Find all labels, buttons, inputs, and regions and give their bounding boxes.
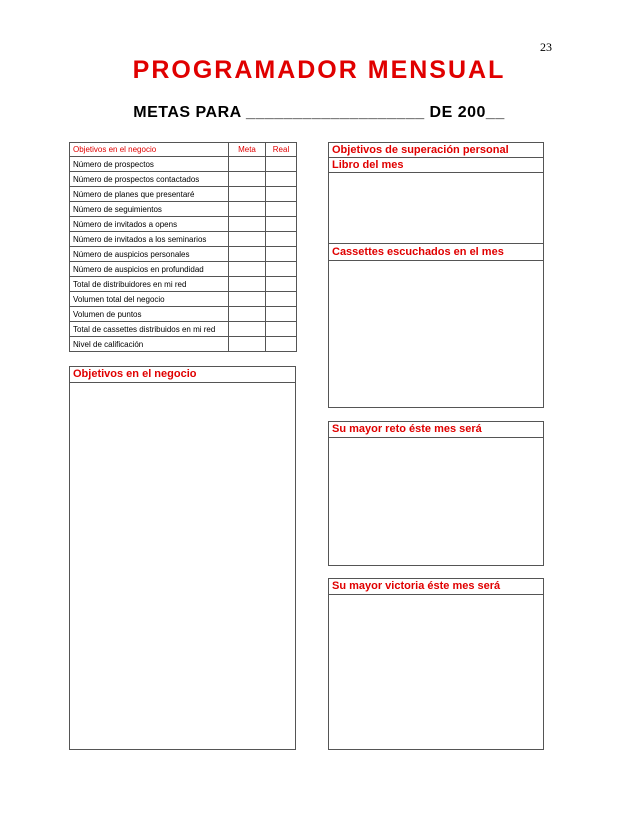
real-cell[interactable]: [266, 232, 297, 247]
meta-cell[interactable]: [229, 232, 266, 247]
meta-cell[interactable]: [229, 337, 266, 352]
objective-label: Número de prospectos contactados: [70, 172, 229, 187]
personal-goals-header: Objetivos de superación personal: [329, 143, 543, 158]
real-cell[interactable]: [266, 217, 297, 232]
book-of-month-area[interactable]: [329, 173, 543, 243]
objective-label: Número de auspicios personales: [70, 247, 229, 262]
objective-label: Número de invitados a opens: [70, 217, 229, 232]
table-row: [70, 157, 297, 172]
meta-cell[interactable]: [229, 247, 266, 262]
column-header-objective: Objetivos en el negocio: [70, 143, 229, 157]
table-row: [70, 292, 297, 307]
table-row: [70, 172, 297, 187]
objective-label: Número de prospectos: [70, 157, 229, 172]
table-row: [70, 307, 297, 322]
objective-label: Total de distribuidores en mi red: [70, 277, 229, 292]
column-header-meta: Meta: [229, 143, 266, 157]
meta-cell[interactable]: [229, 202, 266, 217]
real-cell[interactable]: [266, 187, 297, 202]
real-cell[interactable]: [266, 247, 297, 262]
business-objectives-header: Objetivos en el negocio: [70, 367, 295, 383]
table-row: [70, 337, 297, 352]
real-cell[interactable]: [266, 262, 297, 277]
objective-label: Número de invitados a los seminarios: [70, 232, 229, 247]
real-cell[interactable]: [266, 322, 297, 337]
victory-box: [328, 578, 544, 750]
business-goals-table: [69, 142, 297, 352]
objective-label: Número de auspicios en profundidad: [70, 262, 229, 277]
cassettes-label: Cassettes escuchados en el mes: [329, 243, 543, 261]
page-title: PROGRAMADOR MENSUAL: [132, 56, 506, 84]
business-objectives-box: [69, 366, 296, 750]
real-cell[interactable]: [266, 307, 297, 322]
table-row: [70, 187, 297, 202]
meta-cell[interactable]: [229, 172, 266, 187]
meta-cell[interactable]: [229, 292, 266, 307]
table-row: [70, 247, 297, 262]
challenge-header: Su mayor reto éste mes será: [329, 422, 543, 438]
table-row: [70, 322, 297, 337]
meta-cell[interactable]: [229, 307, 266, 322]
real-cell[interactable]: [266, 202, 297, 217]
meta-cell[interactable]: [229, 262, 266, 277]
table-row: [70, 202, 297, 217]
objective-label: Número de seguimientos: [70, 202, 229, 217]
page-number: 23: [540, 40, 552, 54]
meta-cell[interactable]: [229, 322, 266, 337]
objective-label: Volumen de puntos: [70, 307, 229, 322]
real-cell[interactable]: [266, 337, 297, 352]
objective-label: Nivel de calificación: [70, 337, 229, 352]
real-cell[interactable]: [266, 157, 297, 172]
personal-goals-box: [328, 142, 544, 408]
goals-subtitle: METAS PARA ___________________ DE 200__: [133, 104, 505, 121]
objective-label: Número de planes que presentaré: [70, 187, 229, 202]
meta-cell[interactable]: [229, 187, 266, 202]
table-row: [70, 217, 297, 232]
victory-header: Su mayor victoria éste mes será: [329, 579, 543, 595]
table-row: [70, 232, 297, 247]
real-cell[interactable]: [266, 292, 297, 307]
table-row: [70, 277, 297, 292]
real-cell[interactable]: [266, 172, 297, 187]
book-of-month-label: Libro del mes: [329, 158, 543, 173]
column-header-real: Real: [266, 143, 297, 157]
real-cell[interactable]: [266, 277, 297, 292]
objective-label: Total de cassettes distribuidos en mi red: [70, 322, 229, 337]
meta-cell[interactable]: [229, 277, 266, 292]
table-row: [70, 262, 297, 277]
meta-cell[interactable]: [229, 217, 266, 232]
table-header-row: [70, 143, 297, 157]
challenge-box: [328, 421, 544, 566]
objective-label: Volumen total del negocio: [70, 292, 229, 307]
meta-cell[interactable]: [229, 157, 266, 172]
